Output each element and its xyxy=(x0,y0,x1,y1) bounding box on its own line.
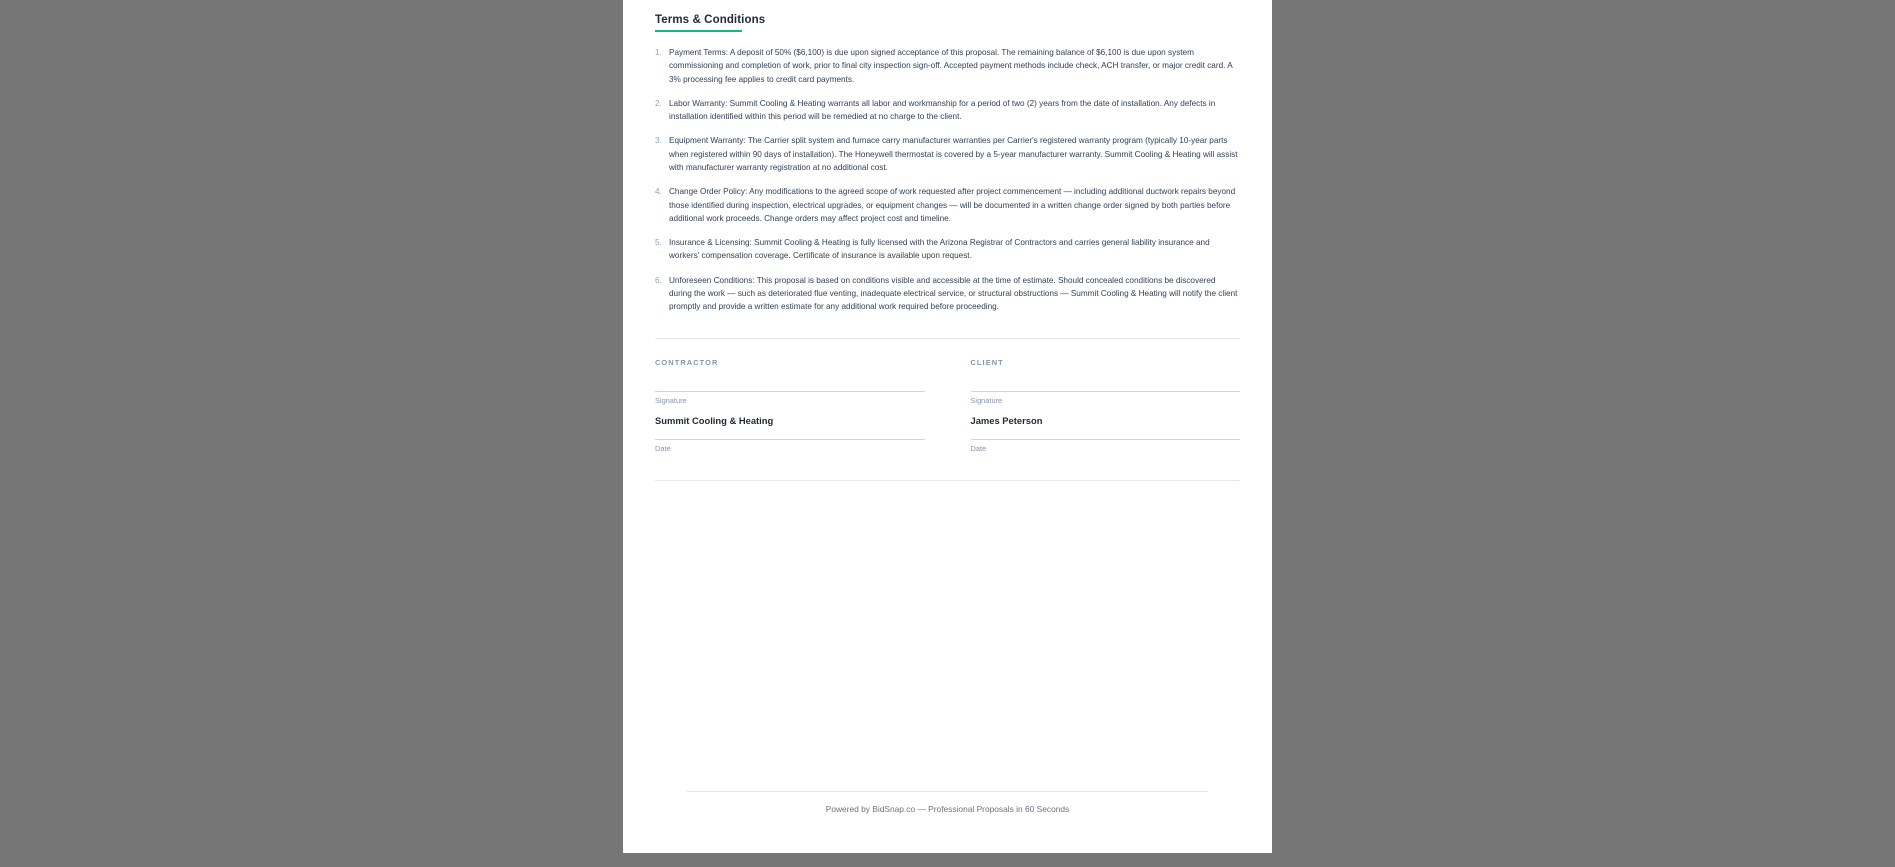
page-footer xyxy=(623,791,1272,853)
contractor-date-label: Date xyxy=(655,443,671,453)
signature-block-bottom-divider xyxy=(655,480,1240,481)
contractor-name: Summit Cooling & Heating xyxy=(655,414,774,426)
list-item-text: Labor Warranty: Summit Cooling & Heating warrants all labor and workmanship for a period of two (2) years from the date of installation. Any defects in installation identified within this period will be remedied at no charge to the client. xyxy=(669,98,1216,122)
contractor-party-label: CONTRACTOR xyxy=(655,357,719,367)
list-item-text: Change Order Policy: Any modifications to the agreed scope of work requested after project commencement — including additional ductwork repairs beyond those identified during inspection, electrical upgrades, or equipment changes — will be documented in a written change order signed by both parties before additional work proceeds. Change orders may affect project cost and timeline. xyxy=(669,187,1236,223)
contractor-signature-line[interactable] xyxy=(655,391,925,392)
list-item-number: 3. xyxy=(655,136,662,146)
proposal-page xyxy=(623,0,1272,853)
footer-divider xyxy=(687,791,1208,792)
terms-section-header xyxy=(655,10,1240,32)
list-item-text: Insurance & Licensing: Summit Cooling & Heating is fully licensed with the Arizona Registrar of Contractors and carries general liability insurance and workers' compensation coverage. Certificate of insurance is available upon request. xyxy=(669,238,1210,261)
terms-list xyxy=(655,46,1240,314)
list-item xyxy=(655,97,1240,124)
list-item-number: 6. xyxy=(655,275,662,285)
list-item xyxy=(655,274,1240,314)
contractor-date-line[interactable] xyxy=(655,439,925,440)
list-item xyxy=(655,134,1240,174)
footer-attribution: Powered by BidSnap.co — Professional Proposals in 60 Seconds xyxy=(825,804,1070,814)
contractor-signature-label: Signature xyxy=(655,395,687,405)
client-signature-column xyxy=(971,358,1241,453)
client-date-label: Date xyxy=(970,443,987,453)
client-date-line[interactable] xyxy=(971,439,1241,440)
list-item-number: 2. xyxy=(655,98,662,108)
signature-section-divider xyxy=(655,338,1240,339)
list-item-number: 1. xyxy=(655,48,662,57)
list-item-text: Unforeseen Conditions: This proposal is based on conditions visible and accessible at the time of estimate. Should concealed conditions be discovered during the work — such as deteriorated flue venting, inadequate electrical service, or structural obstructions — Summit Cooling & Heating will notify the client promptly and provide a written estimate for any additional work required before proceeding. xyxy=(669,275,1238,312)
list-item xyxy=(655,185,1240,225)
client-party-label: CLIENT xyxy=(970,357,1004,367)
list-item-number: 5. xyxy=(655,238,662,248)
list-item-text: Payment Terms: A deposit of 50% ($6,100) is due upon signed acceptance of this proposal. The remaining balance of $6,100 is due upon system commissioning and completion of work, prior to final city inspection sign-off. Accepted payment methods include check, ACH transfer, or major credit card. A 3% processing fee applies to credit card payments. xyxy=(669,48,1233,84)
contractor-signature-column xyxy=(655,358,925,453)
document-body xyxy=(655,0,1240,481)
list-item xyxy=(655,46,1240,86)
client-name: James Peterson xyxy=(970,414,1043,426)
list-item-number: 4. xyxy=(655,187,662,197)
list-item-text: Equipment Warranty: The Carrier split system and furnace carry manufacturer warranties per Carrier's registered warranty program (typically 10-year parts when registered within 90 days of installation). The Honeywell thermostat is covered by a 5-year manufacturer warranty. Summit Cooling & Heating will assist with manufacturer warranty registration at no additional cost. xyxy=(669,136,1238,172)
page-title: Terms & Conditions xyxy=(655,14,766,26)
client-signature-line[interactable] xyxy=(971,391,1241,392)
client-signature-label: Signature xyxy=(970,395,1003,405)
signature-block xyxy=(655,358,1240,453)
title-accent-rule xyxy=(655,30,742,32)
list-item xyxy=(655,236,1240,263)
